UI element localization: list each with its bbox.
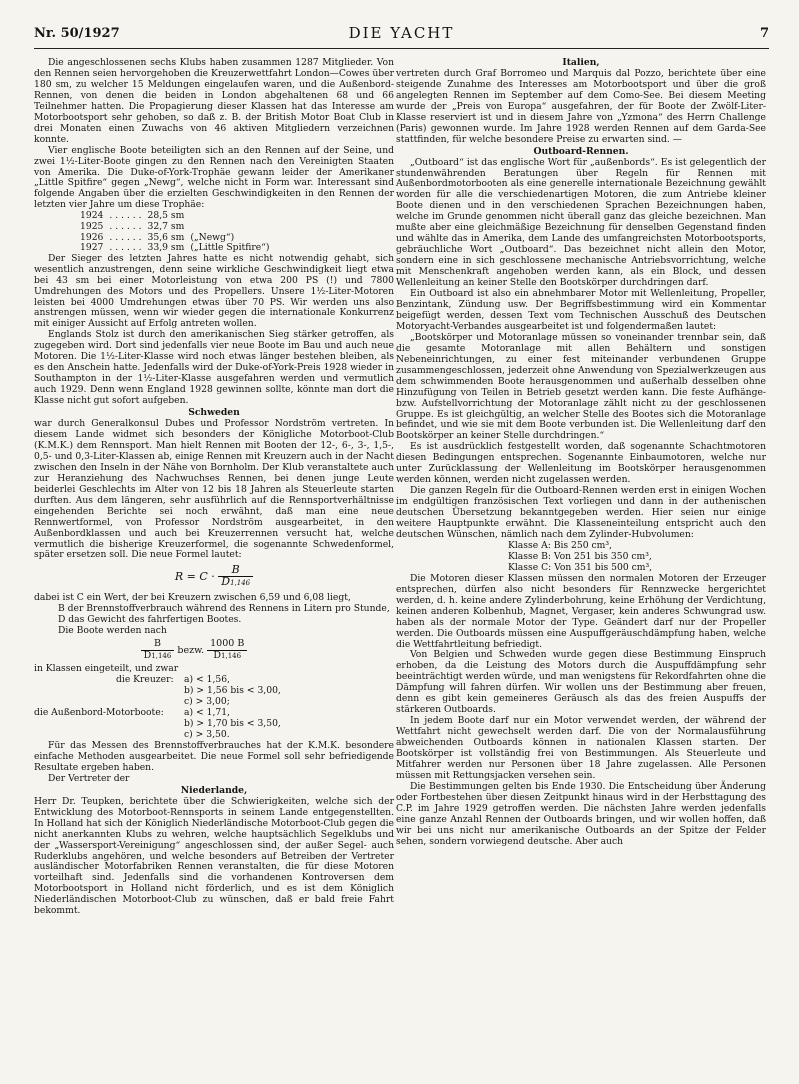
- class-list: [508, 541, 766, 574]
- issue-number: Nr. 50/1927: [34, 26, 120, 41]
- paragraph: dabei ist C ein Wert, der bei Kreuzern zwischen 6,59 und 6,08 liegt,: [34, 592, 351, 604]
- fraction-denominator: [207, 651, 247, 662]
- list-item: a) < 1,71,: [184, 706, 230, 718]
- right-column: [396, 58, 766, 848]
- magazine-title: DIE YACHT: [348, 24, 455, 42]
- fraction-b: [207, 639, 247, 662]
- list-item: Klasse B: Von 251 bis 350 cm³,: [508, 550, 652, 562]
- speed-cell: 28,5 sm: [147, 210, 185, 222]
- den-base: D: [221, 575, 231, 589]
- paragraph: Für das Messen des Brennstoffverbrauches hat der K.M.K. besondere einfache Methoden ausgearbeitet. Die neue Formel soll sehr befriedigende Resultate ergeben haben.: [34, 739, 394, 773]
- kreuzer-list: [184, 675, 281, 708]
- page-number: 7: [759, 26, 769, 41]
- paragraph: Von Belgien und Schweden wurde gegen diese Bestimmung Einspruch erhoben, da die Leistung des Motors durch die Auspuffdämpfung sehr beeinträchtigt werden würde, und man wenigstens für Rekordfahrten ohne die Dämpfung will fahren dürfen. Wir wollen uns der Bestimmung aber freuen, denn es gibt kein gemeineres Geräusch als das des freien Auspuffs der stärkeren Outboards.: [396, 649, 766, 716]
- den-base: D: [143, 650, 152, 662]
- aussenbord-label: die Außenbord-Motorboote:: [34, 706, 164, 718]
- list-item: c) > 3,00;: [184, 695, 230, 707]
- section-heading-schweden: Schweden: [188, 407, 240, 419]
- paragraph: „Outboard“ ist das englische Wort für „außenbords“. Es ist gelegentlich der stundenwährenden Beratungen über Regeln für Rennen mit Außenbordmotorbooten als eine generelle internationale Bezeichnung gewählt worden für alle die verschiedenartigen Motoren, die zum Antriebe kleiner Boote dienen und in den verschiedenen Sprachen Bezeichnungen haben, welche im Grunde genommen nicht überall ganz das gleiche bezeichnen. Man mußte aber eine gleichmäßige Bezeichnung für denselben Gegenstand finden und wählte das in Amerika, dem Lande des umfangreichsten Motorbootsports, gebräuchliche Wort „Outboard“. Das bezeichnet nicht allein den Motor, sondern eine in sich geschlossene mechanische Antriebsvorrichtung, welche mit Menschenkraft angehoben werden kann, als ein Block, und dessen Wellenleitung an keiner Stelle den Bootskörper durchdringen darf.: [396, 156, 766, 289]
- paragraph: D das Gewicht des fahrfertigen Bootes.: [58, 614, 242, 626]
- paragraph: Die Boote werden nach: [58, 625, 167, 637]
- dots-cell: . . . . . .: [109, 220, 142, 232]
- paragraph: Die ganzen Regeln für die Outboard-Rennen werden erst in einigen Wochen im endgültigen französischen Text vorliegen und dann in der authenischen deutschen Übersetzung bekanntgegeben werden. Hier seien nur einige weitere Hauptpunkte erwähnt. Die Klasseneinteilung entspricht auch den deutschen Wünschen, nämlich nach dem Zylinder-Hubvolumen:: [396, 485, 766, 540]
- paragraph: Die angeschlossenen sechs Klubs haben zusammen 1287 Mitglieder. Von den Rennen seien hervorgehoben die Kreuzerwettfahrt London—Cowes über 180 sm, zu welcher 15 Meldungen eingelaufen waren, und die Außenbord-Rennen, von denen die beiden in London abgehaltenen 68 und 66 Teilnehmer hatten. Die Propagierung dieser Klassen hat das Interesse am Motorbootsport sehr gehoben, so daß z. B. der British Motor Boat Club in drei Monaten einen Zuwachs von 46 aktiven Mitgliedern verzeichnen konnte.: [34, 57, 394, 145]
- list-item: Klasse A: Bis 250 cm³,: [508, 539, 612, 551]
- paragraph: Die Bestimmungen gelten bis Ende 1930. Die Entscheidung über Änderung oder Fortbestehen über diesen Zeitpunkt hinaus wird in der Herbsttagung des C.P. im Jahre 1929 getroffen werden. Die nächsten Jahre werden jedenfalls eine ganze Anzahl Rennen der Outboards bringen, und wir wollen hoffen, daß wir bei uns nicht nur amerikanische Outboards an der Spitze der Felder sehen, sondern vorwiegend deutsche. Aber auch: [396, 780, 766, 847]
- paragraph: B der Brennstoffverbrauch während des Rennens in Litern pro Stunde,: [58, 603, 390, 615]
- fraction-numerator: B: [141, 639, 175, 651]
- fraction-denominator: [218, 577, 253, 589]
- year-cell: 1925: [80, 220, 104, 232]
- section-heading-italien: Italien,: [562, 57, 600, 68]
- table-row: [80, 222, 275, 233]
- year-cell: 1926: [80, 231, 104, 243]
- list-item: c) > 3,50.: [184, 728, 230, 740]
- paragraph: war durch Generalkonsul Dubes und Professor Nordström vertreten. In diesem Lande widmet sich besonders der Königliche Motorboot-Club (K.M.K.) dem Rennsport. Man hielt Rennen mit Booten der 12-, 6-, 3-, 1,5-, 0,5- und 0,3-Liter-Klassen ab, einige Rennen mit Kreuzern auch in der Nacht zwischen den Inseln in der Nähe von Bornholm. Der Klub veranstaltete auch zur Heranziehung des Nachwuchses Rennen, bei denen junge Leute beiderlei Geschlechts im Alter von 12 bis 18 Jahren als Steuerleute starten durften. Aus dem längeren, sehr ausführlich auf die Rennsportverhältnisse eingehenden Berichte sei noch erwähnt, daß man eine neue Rennwertformel, von Professor Nordström ausgearbeitet, in den Außenbordklassen und auch bei Kreuzerrennen versucht hat, welche vermutlich die bisherige Kreuzerformel, die sogenannte Schwedenformel, später ersetzen soll. Die neue Formel lautet:: [34, 418, 394, 561]
- speed-cell: 33,9 sm: [147, 242, 185, 254]
- list-item: a) < 1,56,: [184, 673, 230, 685]
- fraction-a: [141, 639, 175, 662]
- paragraph: Es ist ausdrücklich festgestellt worden, daß sogenannte Schachtmotoren diesen Bedingungen entsprechen. Sogenannte Einbaumotoren, welche nur unter Zurücklassung der Wellenleitung im Bootskörper herausgenommen werden können, werden nicht zugelassen werden.: [396, 441, 766, 486]
- den-exponent: 1,146: [151, 652, 172, 661]
- page-header: [34, 24, 769, 49]
- boat-cell: („Newg“): [190, 231, 235, 243]
- boat-cell: [190, 211, 275, 222]
- paragraph: in Klassen eingeteilt, und zwar: [34, 663, 179, 675]
- aussenbord-classes: [34, 708, 394, 741]
- paragraph: Die Motoren dieser Klassen müssen den normalen Motoren der Erzeuger entsprechen, dürfen also nicht besonders für Rennzwecke hergerichtet werden, d. h. keine andere Zylinderbohrung, keine Erhöhung der Verdichtung, keinen anderen Kolbenhub, Magnet, Vergaser, kein anderes Schwungrad usw. haben als der normale Motor der Type. Geändert darf nur der Propeller werden. Die Outboards müssen eine Auspuffgeräuschdämpfung haben, welche die Wettfahrtleitung befriedigt.: [396, 572, 766, 650]
- trophy-speed-table: [80, 211, 275, 253]
- fraction-numerator: 1000 B: [207, 639, 247, 651]
- left-column: [34, 58, 394, 917]
- kreuzer-label: die Kreuzer:: [116, 673, 174, 685]
- list-item: b) > 1,56 bis < 3,00,: [184, 684, 281, 696]
- class-fractions: [0, 639, 394, 662]
- paragraph: Vier englische Boote beteiligten sich an den Rennen auf der Seine, und zwei 1½-Liter-Boote gingen zu den Rennen nach den Vereinigten Staaten von Amerika. Die Duke-of-York-Trophäe gewann leider der Amerikaner „Little Spitfire“ gegen „Newg“, welche nicht in Form war. Interessant sind folgende Angaben über die erzielten Geschwindigkeiten in den Rennen der letzten vier Jahre um diese Trophäe:: [34, 144, 394, 211]
- dots-cell: . . . . . .: [109, 231, 142, 243]
- list-item: Klasse C: Von 351 bis 500 cm³,: [508, 561, 653, 573]
- kreuzer-classes: [34, 675, 394, 708]
- den-base: D: [213, 650, 222, 662]
- year-cell: 1927: [80, 242, 104, 254]
- dots-cell: . . . . . .: [109, 242, 142, 254]
- boat-cell: („Little Spitfire“): [190, 242, 270, 254]
- den-exponent: 1,146: [230, 579, 251, 588]
- formula-r: [34, 565, 394, 589]
- fraction-numerator: B: [218, 565, 253, 577]
- paragraph: vertreten durch Graf Borromeo und Marquis dal Pozzo, berichtete über eine steigende Zunahme des Interesses am Motorbootsport und über die groß angelegten Rennen im September auf dem Como-See. Bei diesem Meeting wurde der „Preis von Europa“ ausgefahren, der für Boote der Zwölf-Liter-Klasse reserviert ist und in diesem Jahre von „Yzmona“ des Herrn Challenge (Paris) gewonnen wurde. Im Jahre 1928 werden Rennen auf dem Garda-See stattfinden, für welche besondere Preise zu erwarten sind. —: [396, 67, 766, 145]
- speed-cell: 32,7 sm: [147, 220, 185, 232]
- bezw-text: bezw.: [177, 645, 205, 657]
- formula-lhs: R = C ·: [174, 570, 215, 584]
- fraction-denominator: [141, 651, 175, 662]
- dots-cell: . . . . . .: [109, 210, 142, 222]
- paragraph: „Bootskörper und Motoranlage müssen so voneinander trennbar sein, daß die gesamte Motoranlage mit allen Behältern und sonstigen Nebeneinrichtungen, zu einer fest miteinander verbundenen Gruppe zusammengeschlossen, jederzeit ohne Anwendung von Spezialwerkzeugen aus dem schwimmenden Boote herausgenommen und außerhalb desselben ohne Hinzufügung von Teilen in Betrieb gesetzt werden kann. Die feste Aufhänge- bzw. Aufstellvorrichtung der Motoranlage zählt nicht zu der geschlossenen Gruppe. Es ist gleichgültig, an welcher Stelle des Bootes sich die Motoranlage befindet, und wie sie mit dem Boote verbunden ist. Die Wellenleitung darf den Bootskörper an keiner Stelle durchdringen.“: [396, 331, 766, 442]
- boat-cell: [190, 222, 275, 233]
- paragraph: Ein Outboard ist also ein abnehmbarer Motor mit Wellenleitung, Propeller, Benzintank, Zündung usw. Der Begriffsbestimmung wird ein Kommentar beigefügt werden, dessen Text vom Technischen Ausschuß des Deutschen Motoryacht-Verbandes ausgearbeitet ist und folgendermaßen lautet:: [396, 288, 766, 332]
- section-heading-niederlande: Niederlande,: [180, 784, 248, 796]
- aussenbord-list: [184, 708, 281, 741]
- formula-fraction: [218, 565, 253, 589]
- list-item: b) > 1,70 bis < 3,50,: [184, 717, 281, 729]
- paragraph: Herr Dr. Teupken, berichtete über die Schwierigkeiten, welche sich der Entwicklung des Motorboot-Rennsports in seinem Lande entgegenstellten. In Holland hat sich der Königlich Niederländische Motorboot-Club gegen die nicht anerkannten Klubs zu wehren, welche hauptsächlich Segelklubs und der „Wassersport-Vereinigung“ angeschlossen sind, der außer Segel- auch Ruderklubs angehören, und welche besonders auf Betreiben der Vertreter ausländischer Motorfabriken Rennen veranstalten, die für diese Motoren vorteilhaft sind. Jedenfalls sind die vorhandenen Kontroversen dem Motorbootsport in Holland nicht förderlich, und es ist dem Königlich Niederländischen Motorboot-Club zu wünschen, daß er bald freie Fahrt bekommt.: [34, 795, 394, 917]
- paragraph: In jedem Boote darf nur ein Motor verwendet werden, der während der Wettfahrt nicht gewechselt werden darf. Die von der Normalausführung abweichenden Outboards können in nationalen Klassen starten. Der Bootskörper ist vollständig frei von Bestimmungen. Als Steuerleute und Mitfahrer werden nur Personen über 18 Jahre zugelassen. Alle Personen müssen mit Rettungsjacken versehen sein.: [396, 715, 766, 781]
- speed-cell: 35,6 sm: [147, 231, 185, 243]
- paragraph: Der Vertreter der: [48, 772, 130, 784]
- section-heading-outboard: Outboard-Rennen.: [533, 145, 629, 157]
- den-exponent: 1,146: [221, 652, 242, 661]
- year-cell: 1924: [80, 210, 104, 222]
- paragraph: Der Sieger des letzten Jahres hatte es nicht notwendig gehabt, sich wesentlich anzustrengen, denn seine wirkliche Geschwindigkeit liegt etwa bei 43 sm bei einer Motorleistung von etwa 200 PS (!) und 7800 Umdrehungen des Motors und des Propellers. Unsere 1½-Liter-Motoren leisten bei 4000 Umdrehungen etwas über 70 PS. Wir werden uns also anstrengen müssen, wenn wir wieder gegen die internationale Konkurrenz mit einiger Aussicht auf Erfolg antreten wollen.: [34, 252, 394, 330]
- paragraph: Englands Stolz ist durch den amerikanischen Sieg stärker getroffen, als zugegeben wird. Dort sind jedenfalls vier neue Boote im Bau und auch neue Motoren. Die 1½-Liter-Klasse wird noch etwas länger bestehen bleiben, als es den Anschein hatte. Jedenfalls wird der Duke-of-York-Preis 1928 wieder in Southampton in der 1½-Liter-Klasse ausgefahren werden und vermutlich auch 1929. Denn wenn England 1928 gewinnen sollte, könnte man dort die Klasse nicht gut sofort aufgeben.: [34, 329, 394, 407]
